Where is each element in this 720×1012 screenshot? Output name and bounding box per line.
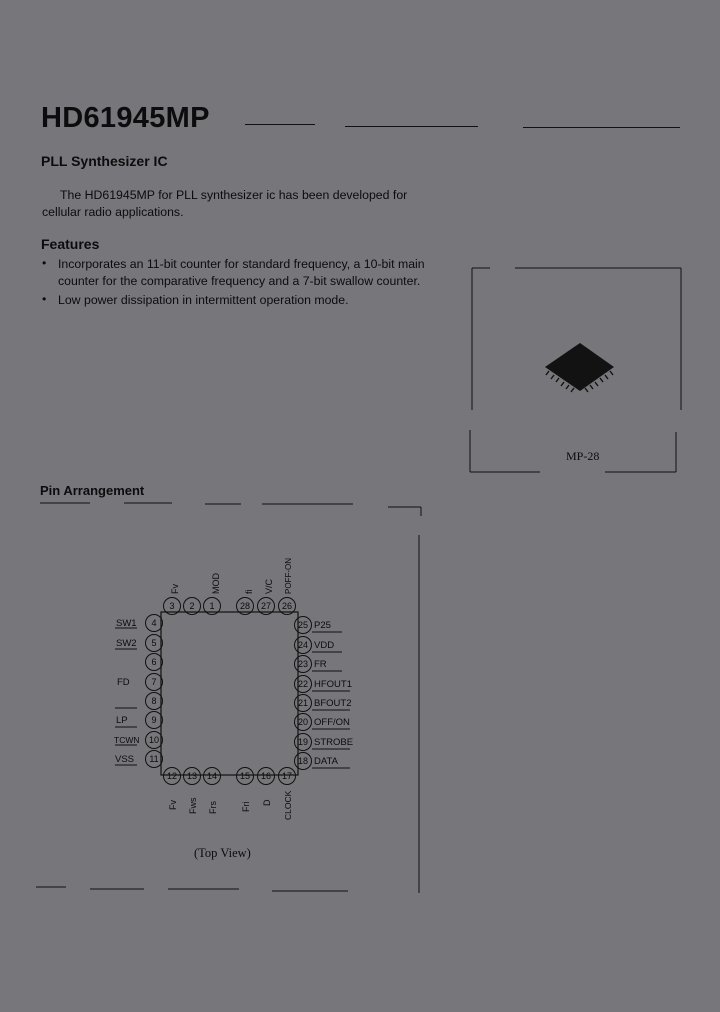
- label-frs: Frs: [208, 801, 218, 814]
- label-strobe: STROBE: [314, 737, 354, 748]
- feature-item: • Low power dissipation in intermittent operation mode.: [42, 292, 432, 309]
- pin-23: 23: [294, 655, 312, 673]
- feature-item: • Incorporates an 11-bit counter for standard frequency, a 10-bit main counter for the comparative frequency and a 7-bit swallow counter.: [42, 256, 432, 290]
- pin-25: 25: [294, 616, 312, 634]
- pin-2: 2: [183, 597, 201, 615]
- pin-15: 15: [236, 767, 254, 785]
- pin-17: 17: [278, 767, 296, 785]
- pin-6: 6: [145, 653, 163, 671]
- features-heading: Features: [41, 236, 100, 252]
- label-p25: P25: [314, 620, 331, 631]
- label-bfout2: BFOUT2: [314, 698, 352, 709]
- pin-16: 16: [257, 767, 275, 785]
- document-title: HD61945MP: [41, 102, 210, 134]
- label-vss: VSS: [115, 754, 135, 765]
- pin-5: 5: [145, 634, 163, 652]
- pin-27: 27: [257, 597, 275, 615]
- pin-7: 7: [145, 673, 163, 691]
- label-tcwn: TCWN: [114, 735, 140, 745]
- label-fi: fi: [244, 589, 254, 594]
- pin-26: 26: [278, 597, 296, 615]
- package-label: MP-28: [566, 449, 600, 463]
- pin-19: 19: [294, 733, 312, 751]
- label-hfout1: HFOUT1: [314, 679, 352, 690]
- pin-1: 1: [203, 597, 221, 615]
- pin-13: 13: [183, 767, 201, 785]
- top-view-caption: (Top View): [194, 846, 251, 860]
- label-clock: CLOCK: [283, 790, 293, 820]
- pin-arrangement-heading: Pin Arrangement: [40, 483, 145, 498]
- document-subtitle: PLL Synthesizer IC: [41, 153, 168, 169]
- pin-14: 14: [203, 767, 221, 785]
- pin-21: 21: [294, 694, 312, 712]
- label-vc: V/C: [264, 578, 274, 594]
- chip-icon: [545, 343, 614, 392]
- pin-11: 11: [145, 750, 163, 768]
- label-sw1: SW1: [116, 618, 137, 629]
- label-fws: Fws: [188, 797, 198, 814]
- label-sw2: SW2: [116, 638, 137, 649]
- pin-28: 28: [236, 597, 254, 615]
- pin-4: 4: [145, 614, 163, 632]
- label-fv-top: Fv: [170, 584, 180, 594]
- pin-10: 10: [145, 731, 163, 749]
- intro-paragraph: The HD61945MP for PLL synthesizer ic has been developed for cellular radio applications.: [42, 188, 408, 219]
- label-d: D: [262, 799, 272, 806]
- label-poff-on: POFF-ON: [284, 558, 293, 594]
- pin-22: 22: [294, 675, 312, 693]
- label-fd: FD: [117, 677, 130, 688]
- pin-18: 18: [294, 752, 312, 770]
- label-lp: LP: [116, 715, 128, 726]
- label-mod: MOD: [211, 573, 221, 594]
- pin-24: 24: [294, 636, 312, 654]
- label-fv-bottom: Fv: [168, 800, 178, 810]
- pin-8: 8: [145, 692, 163, 710]
- pin-3: 3: [163, 597, 181, 615]
- pin-20: 20: [294, 713, 312, 731]
- label-data: DATA: [314, 756, 338, 767]
- pin-9: 9: [145, 711, 163, 729]
- label-off-on: OFF/ON: [314, 717, 350, 728]
- label-fri: Fri: [241, 801, 251, 812]
- label-fr: FR: [314, 659, 327, 670]
- pin-12: 12: [163, 767, 181, 785]
- label-vdd: VDD: [314, 640, 335, 651]
